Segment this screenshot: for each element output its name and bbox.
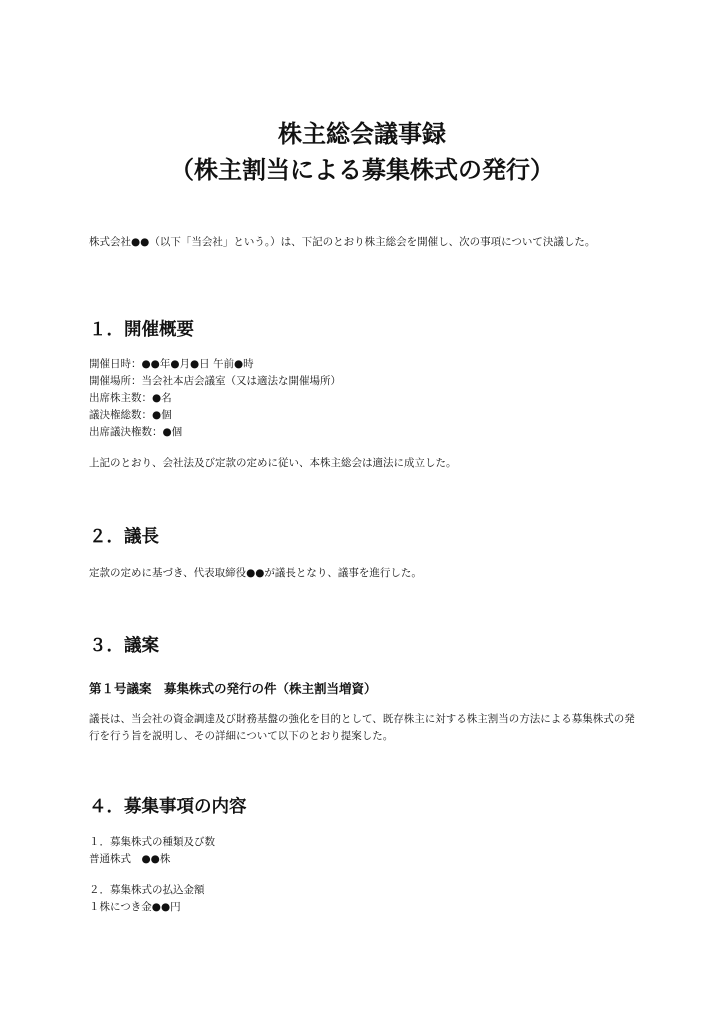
intro-paragraph: 株式会社●●（以下「当会社」という。）は、下記のとおり株主総会を開催し、次の事項について決議した。 [89,236,596,248]
offering-item-1-value: 普通株式 ●●株 [89,853,171,865]
section-2-heading: ２．議長 [89,527,159,547]
quorum-statement: 上記のとおり、会社法及び定款の定めに従い、本株主総会は適法に成立した。 [89,457,457,469]
meeting-overview-list [89,356,639,441]
attending-shareholders: 出席株主数：●名 [89,392,172,404]
section-4-heading: ４．募集事項の内容 [89,797,247,817]
document-title: 株主総会議事録 [278,120,446,148]
offering-item-1-label: １．募集株式の種類及び数 [89,836,215,848]
offering-item-1 [89,834,639,868]
offering-item-2-value: １株につき金●●円 [89,901,181,913]
proposal-1-description: 議長は、当会社の資金調達及び財務基盤の強化を目的として、既存株主に対する株主割当の方法による募集株式の発行を行う旨を説明し、その詳細について以下のとおり提案した。 [89,713,635,742]
attending-voting-rights: 出席議決権数：●個 [89,426,183,438]
meeting-place: 開催場所：当会社本店会議室（又は適法な開催場所） [89,375,341,387]
chairperson-statement: 定款の定めに基づき、代表取締役●●が議長となり、議事を進行した。 [89,567,422,579]
section-3-heading: ３．議案 [89,636,159,656]
proposal-1-title: 第１号議案 募集株式の発行の件（株主割当増資） [89,681,377,696]
total-voting-rights: 議決権総数：●個 [89,409,172,421]
document-subtitle: （株主割当による募集株式の発行） [170,156,554,184]
meeting-date: 開催日時：●●年●月●日 午前●時 [89,358,254,370]
offering-item-2 [89,882,639,916]
section-1-heading: １．開催概要 [89,320,194,340]
offering-item-2-label: ２．募集株式の払込金額 [89,884,205,896]
